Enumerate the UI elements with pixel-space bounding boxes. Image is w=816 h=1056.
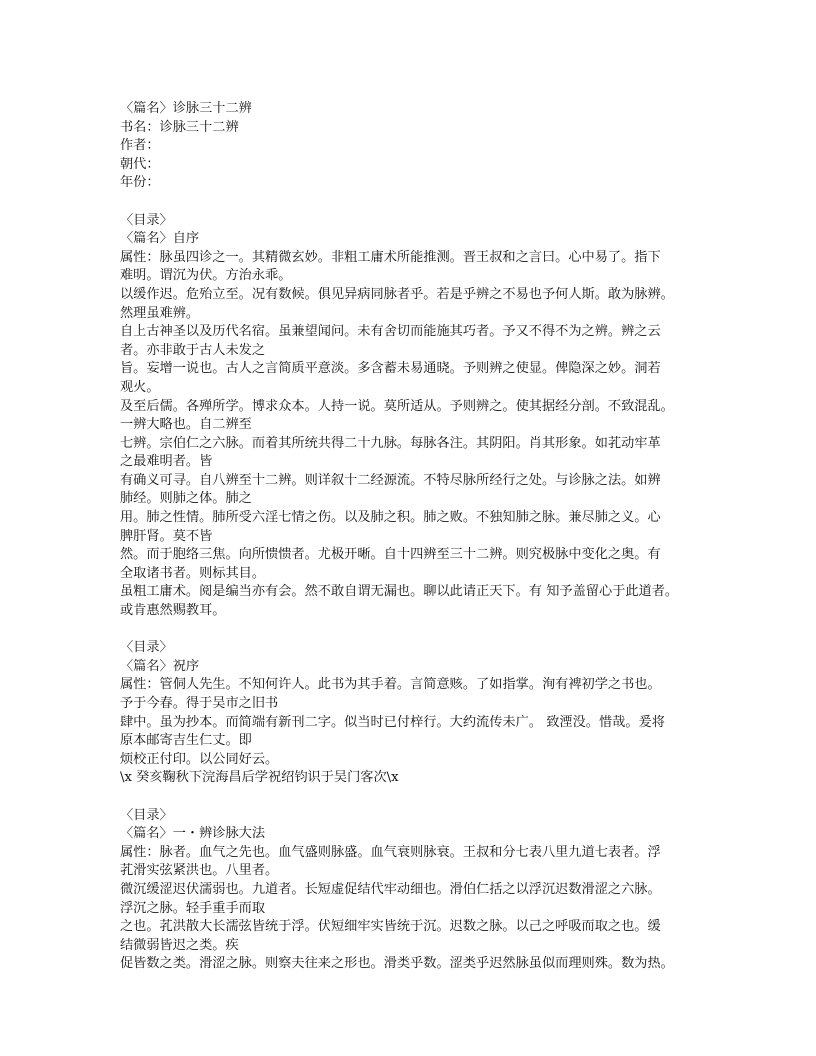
- body-text-line: 虽粗工庸术。阅是编当亦有会。然不敢自谓无漏也。聊以此请正天下。有 知予盖留心于此道者。: [120, 584, 679, 600]
- body-text-line: 促皆数之类。滑涩之脉。则察夫往来之形也。滑类乎数。涩类乎迟然脉虽似而理则殊。数为热。: [120, 956, 674, 972]
- body-text-line: 自上古神圣以及历代名宿。虽兼望闻问。未有舍切而能施其巧者。予又不得不为之辨。辨之云: [120, 324, 661, 340]
- body-text-line: 属性：脉者。血气之先也。血气盛则脉盛。血气衰则脉衰。王叔和分七表八里九道七表者。浮: [120, 844, 661, 860]
- year-field: 年份：: [120, 175, 160, 191]
- body-text-line: 者。亦非敢于古人未发之: [120, 342, 266, 358]
- document-page: [120, 100, 712, 974]
- spacer: [120, 788, 712, 807]
- body-text-line: 属性：管侗人先生。不知何许人。此书为其手着。言简意赅。了如指掌。洵有裨初学之书也。: [120, 677, 661, 693]
- body-text-line: 观火。: [120, 379, 160, 395]
- author-field: 作者：: [120, 138, 160, 154]
- section: [120, 807, 712, 974]
- body-text-line: 七辨。宗伯仁之六脉。而着其所统共得二十九脉。每脉各注。其阴阳。肖其形象。如芤动牢革: [120, 435, 661, 451]
- toc-label: 〈目录〉: [120, 640, 173, 656]
- body-text-line: 用。肺之性情。肺所受六淫七情之伤。以及肺之积。肺之败。不独知肺之脉。兼尽肺之义。心: [120, 510, 661, 526]
- section-title: 〈篇名〉自序: [120, 231, 200, 247]
- body-text-line: 之最难明者。皆: [120, 454, 213, 470]
- sections-container: [120, 212, 712, 974]
- spacer: [120, 193, 712, 212]
- body-text-line: 微沉缓涩迟伏濡弱也。九道者。长短虚促结代牢动细也。滑伯仁括之以浮沉迟数滑涩之六脉。: [120, 881, 661, 897]
- body-text-line: 然理虽难辨。: [120, 305, 200, 321]
- book-name: 书名：诊脉三十二辨: [120, 119, 239, 135]
- body-text-line: 烦校正付印。以公同好云。: [120, 751, 279, 767]
- toc-label: 〈目录〉: [120, 807, 173, 823]
- body-text-line: 难明。谓沉为伏。方治永乖。: [120, 268, 292, 284]
- body-text-line: 芤滑实弦紧洪也。八里者。: [120, 863, 279, 879]
- body-text-line: 予于今春。得于吴市之旧书: [120, 696, 279, 711]
- body-text-line: 及至后儒。各殚所学。博求众本。人持一说。莫所适从。予则辨之。使其据经分剖。不致混乱。: [120, 398, 674, 414]
- chapter-title: 〈篇名〉诊脉三十二辨: [120, 101, 252, 116]
- section-title: 〈篇名〉祝序: [120, 658, 200, 674]
- body-text-line: 一辨大略也。自二辨至: [120, 417, 252, 433]
- body-text-line: 结微弱皆迟之类。疾: [120, 937, 239, 953]
- section: [120, 212, 712, 640]
- body-text-line: 属性：脉虽四诊之一。其精微玄妙。非粗工庸术所能推测。晋王叔和之言曰。心中易了。指下: [120, 249, 661, 265]
- body-text-line: 有确义可寻。自八辨至十二辨。则详叙十二经源流。不特尽脉所经行之处。与诊脉之法。如辨: [120, 472, 661, 488]
- body-text-line: 浮沉之脉。轻手重手而取: [120, 900, 266, 916]
- body-text-line: 原本邮寄吉生仁丈。即: [120, 733, 252, 749]
- spacer: [120, 621, 712, 640]
- body-text-line: 肆中。虽为抄本。而简端有新刊二字。似当时已付梓行。大约流传未广。 致湮没。惜哉。爰将: [120, 714, 665, 730]
- body-text-line: 旨。妄增一说也。古人之言简质平意淡。多含蓄未易通晓。予则辨之使显。俾隐深之妙。洞若: [120, 361, 661, 377]
- dynasty-field: 朝代：: [120, 156, 160, 172]
- body-text-line: 全取诸书者。则标其目。: [120, 565, 266, 581]
- body-text-line: \x 癸亥鞠秋下浣海昌后学祝绍钧识于吴门客次\x: [120, 770, 399, 786]
- toc-label: 〈目录〉: [120, 212, 173, 228]
- body-text-line: 或肯惠然赐教耳。: [120, 603, 226, 619]
- section-title: 〈篇名〉一・辨诊脉大法: [120, 826, 266, 842]
- body-text-line: 肺经。则肺之体。肺之: [120, 491, 252, 507]
- section: [120, 639, 712, 806]
- body-text-line: 之也。芤洪散大长濡弦皆统于浮。伏短细牢实皆统于沉。迟数之脉。以己之呼吸而取之也。缓: [120, 919, 661, 935]
- body-text-line: 脾肝肾。莫不皆: [120, 528, 213, 544]
- body-text-line: 以缓作迟。危殆立至。况有数候。俱见异病同脉者乎。若是乎辨之不易也予何人斯。敢为脉辨。: [120, 286, 674, 302]
- body-text-line: 然。而于胞络三焦。向所愦愦者。尤极开晰。自十四辨至三十二辨。则究极脉中变化之奥。有: [120, 547, 661, 563]
